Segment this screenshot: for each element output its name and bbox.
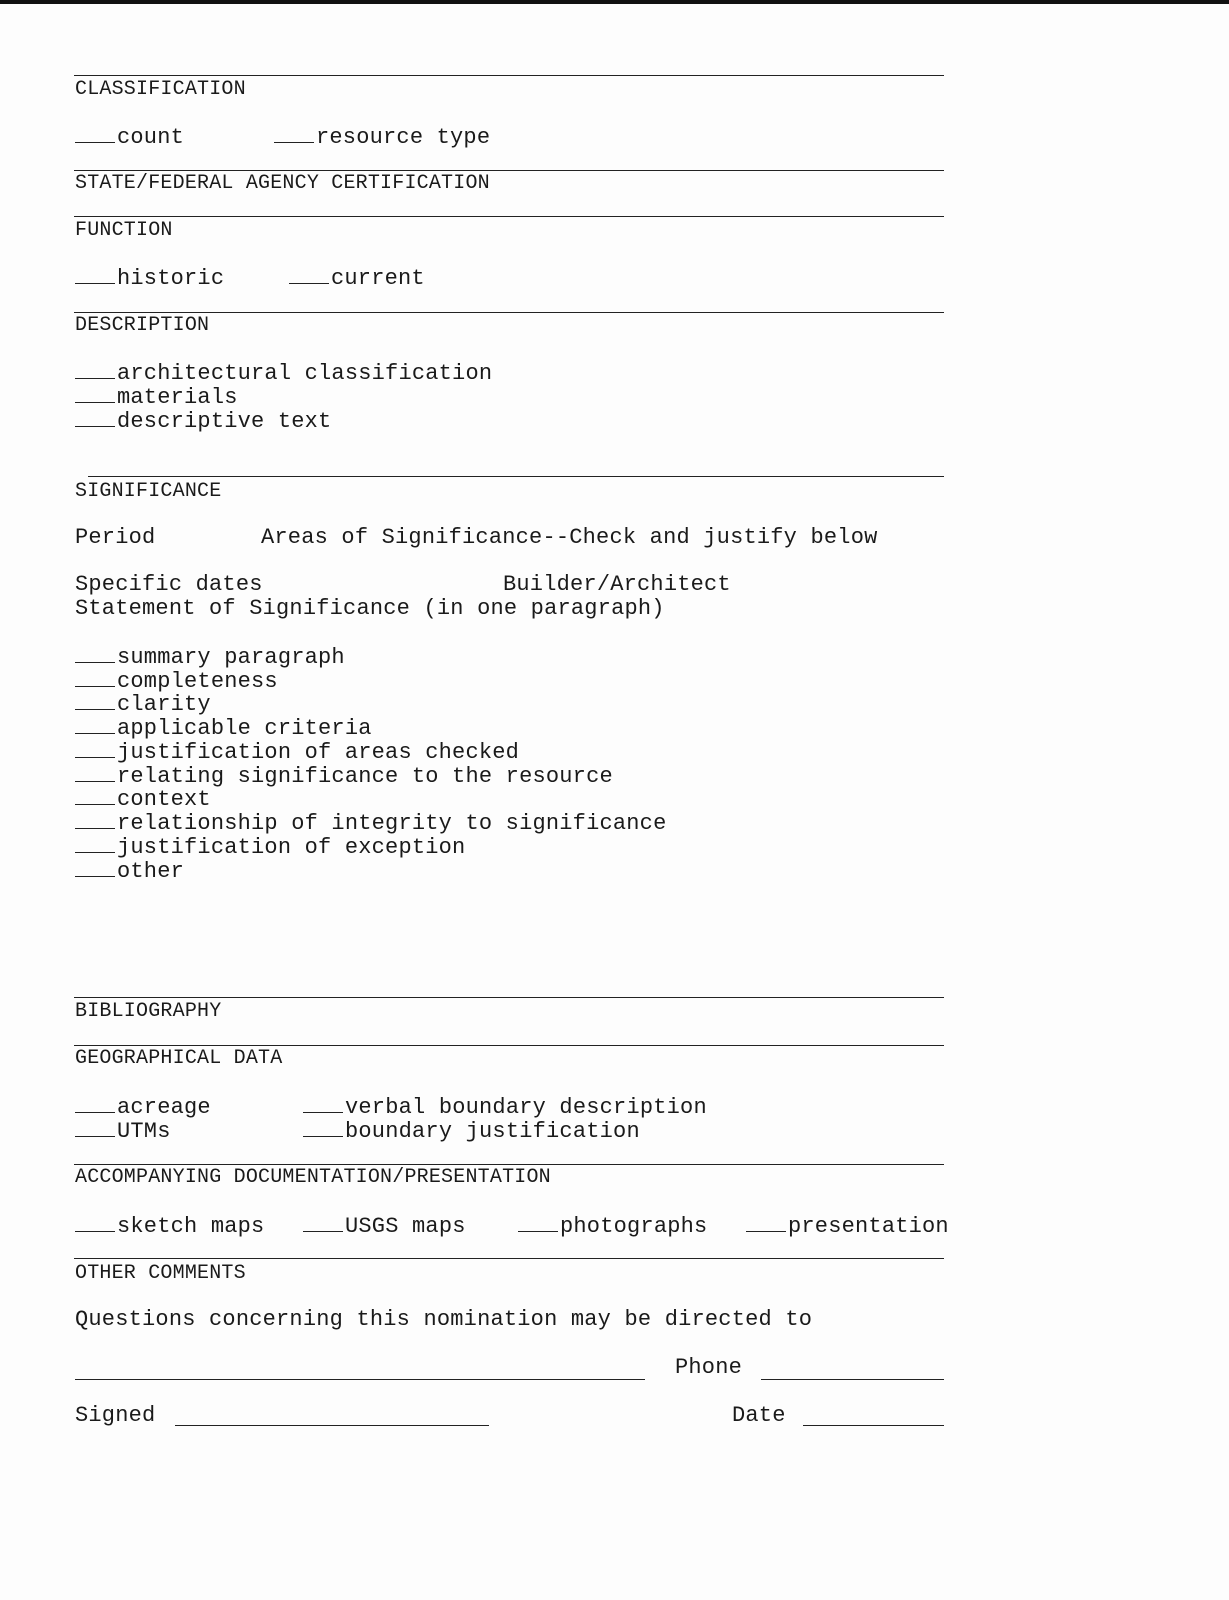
significance-item[interactable] xyxy=(75,691,211,717)
period-label: Period xyxy=(75,525,156,550)
historic-label: historic xyxy=(117,266,225,291)
description-item[interactable] xyxy=(75,360,492,386)
boundary-justification-field[interactable] xyxy=(303,1118,640,1144)
checkbox-blank[interactable] xyxy=(303,1213,343,1232)
count-field[interactable] xyxy=(75,124,184,150)
section-rule xyxy=(74,216,944,217)
utms-label: UTMs xyxy=(117,1119,171,1144)
checkbox-blank[interactable] xyxy=(75,763,115,782)
checkbox-blank[interactable] xyxy=(75,408,115,427)
significance-heading: SIGNIFICANCE xyxy=(75,480,222,503)
checkbox-blank[interactable] xyxy=(75,668,115,687)
checkbox-blank[interactable] xyxy=(303,1094,343,1113)
photographs-field[interactable] xyxy=(518,1213,707,1239)
current-field[interactable] xyxy=(289,265,425,291)
classification-heading: CLASSIFICATION xyxy=(75,78,246,101)
presentation-field[interactable] xyxy=(746,1213,949,1239)
bibliography-heading: BIBLIOGRAPHY xyxy=(75,1000,222,1023)
significance-item-label: justification of areas checked xyxy=(117,740,520,765)
documentation-heading: ACCOMPANYING DOCUMENTATION/PRESENTATION xyxy=(75,1166,551,1189)
description-item[interactable] xyxy=(75,408,331,434)
description-heading: DESCRIPTION xyxy=(75,314,210,337)
acreage-field[interactable] xyxy=(75,1094,211,1120)
signature-line[interactable] xyxy=(175,1425,489,1426)
checkbox-blank[interactable] xyxy=(75,360,115,379)
checkbox-blank[interactable] xyxy=(75,786,115,805)
sketch-maps-label: sketch maps xyxy=(117,1214,265,1239)
usgs-maps-label: USGS maps xyxy=(345,1214,466,1239)
sketch-maps-field[interactable] xyxy=(75,1213,264,1239)
checkbox-blank[interactable] xyxy=(75,715,115,734)
boundary-justification-label: boundary justification xyxy=(345,1119,640,1144)
significance-item[interactable] xyxy=(75,834,465,860)
date-label: Date xyxy=(732,1403,786,1428)
checkbox-blank[interactable] xyxy=(75,384,115,403)
verbal-boundary-label: verbal boundary description xyxy=(345,1095,707,1120)
checkbox-blank[interactable] xyxy=(75,1094,115,1113)
significance-item[interactable] xyxy=(75,644,345,670)
significance-item-label: relating significance to the resource xyxy=(117,764,613,789)
checkbox-blank[interactable] xyxy=(75,858,115,877)
description-item-label: architectural classification xyxy=(117,361,493,386)
significance-item-label: justification of exception xyxy=(117,835,466,860)
description-item-label: descriptive text xyxy=(117,409,332,434)
contact-name-line[interactable] xyxy=(75,1379,645,1380)
section-rule xyxy=(74,1045,944,1046)
checkbox-blank[interactable] xyxy=(75,691,115,710)
date-line[interactable] xyxy=(803,1425,944,1426)
page-top-edge xyxy=(0,0,1229,4)
phone-label: Phone xyxy=(675,1355,743,1380)
checkbox-blank[interactable] xyxy=(75,834,115,853)
historic-field[interactable] xyxy=(75,265,224,291)
checkbox-blank[interactable] xyxy=(289,265,329,284)
function-heading: FUNCTION xyxy=(75,219,173,242)
checkbox-blank[interactable] xyxy=(75,1213,115,1232)
phone-line[interactable] xyxy=(761,1379,944,1380)
significance-item-label: summary paragraph xyxy=(117,645,345,670)
section-rule xyxy=(74,997,944,998)
section-rule xyxy=(74,1164,944,1165)
description-item[interactable] xyxy=(75,384,238,410)
geographical-heading: GEOGRAPHICAL DATA xyxy=(75,1047,283,1070)
section-rule xyxy=(88,476,944,477)
significance-item[interactable] xyxy=(75,715,372,741)
section-rule xyxy=(74,1258,944,1259)
significance-item[interactable] xyxy=(75,858,184,884)
checkbox-blank[interactable] xyxy=(274,124,314,143)
checkbox-blank[interactable] xyxy=(75,644,115,663)
significance-item[interactable] xyxy=(75,810,667,836)
significance-item[interactable] xyxy=(75,786,211,812)
checkbox-blank[interactable] xyxy=(518,1213,558,1232)
description-item-label: materials xyxy=(117,385,238,410)
checkbox-blank[interactable] xyxy=(75,265,115,284)
significance-item-label: completeness xyxy=(117,669,278,694)
areas-label: Areas of Significance--Check and justify below xyxy=(261,525,878,550)
significance-item-label: clarity xyxy=(117,692,211,717)
presentation-label: presentation xyxy=(788,1214,949,1239)
certification-heading: STATE/FEDERAL AGENCY CERTIFICATION xyxy=(75,172,490,195)
count-label: count xyxy=(117,125,185,150)
utms-field[interactable] xyxy=(75,1118,171,1144)
significance-item-label: context xyxy=(117,787,211,812)
checkbox-blank[interactable] xyxy=(75,1118,115,1137)
current-label: current xyxy=(331,266,425,291)
significance-item[interactable] xyxy=(75,739,519,765)
resource-type-field[interactable] xyxy=(274,124,490,150)
checkbox-blank[interactable] xyxy=(303,1118,343,1137)
usgs-maps-field[interactable] xyxy=(303,1213,466,1239)
checkbox-blank[interactable] xyxy=(75,124,115,143)
section-rule xyxy=(74,170,944,171)
resource-type-label: resource type xyxy=(316,125,491,150)
statement-label: Statement of Significance (in one paragraph) xyxy=(75,596,665,621)
significance-item-label: applicable criteria xyxy=(117,716,372,741)
builder-label: Builder/Architect xyxy=(503,572,731,597)
specific-dates-label: Specific dates xyxy=(75,572,263,597)
section-rule xyxy=(74,312,944,313)
photographs-label: photographs xyxy=(560,1214,708,1239)
significance-item-label: relationship of integrity to significance xyxy=(117,811,667,836)
acreage-label: acreage xyxy=(117,1095,211,1120)
comments-heading: OTHER COMMENTS xyxy=(75,1262,246,1285)
verbal-boundary-field[interactable] xyxy=(303,1094,707,1120)
section-rule xyxy=(74,75,944,76)
significance-item-label: other xyxy=(117,859,185,884)
questions-text: Questions concerning this nomination may be directed to xyxy=(75,1307,813,1332)
checkbox-blank[interactable] xyxy=(75,810,115,829)
checkbox-blank[interactable] xyxy=(746,1213,786,1232)
checkbox-blank[interactable] xyxy=(75,739,115,758)
signed-label: Signed xyxy=(75,1403,156,1428)
